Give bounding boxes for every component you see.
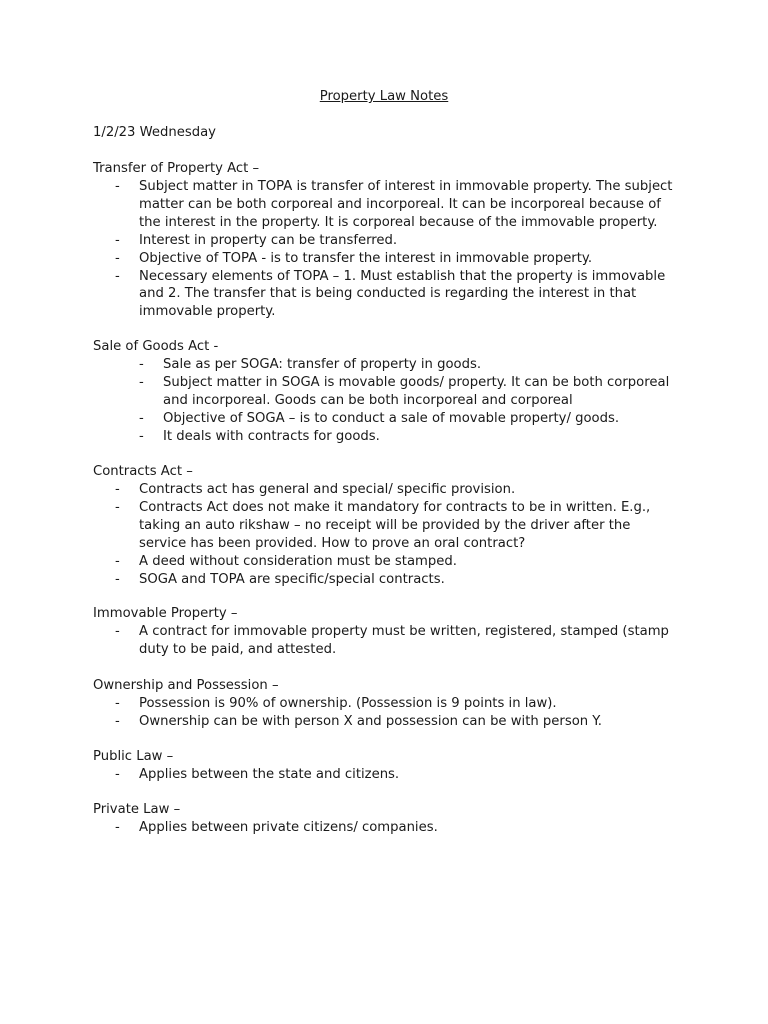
bullet-dash: - — [139, 357, 144, 372]
list-item — [93, 766, 673, 784]
bullet-dash: - — [115, 179, 120, 194]
section-contracts-act — [93, 463, 693, 588]
list-item-text: Subject matter in TOPA is transfer of interest in immovable property. The subject matter can be both corporeal and incorporeal. It can be incorporeal because of the interest in the property. It is corporeal because of the immovable property. — [139, 179, 673, 230]
bullet-dash: - — [115, 499, 120, 515]
bullet-dash: - — [115, 250, 120, 266]
list-item-text: Applies between the state and citizens. — [139, 767, 400, 782]
list-item-text: Subject matter in SOGA is movable goods/ property. It can be both corporeal and incorporeal. Goods can be both incorporeal and corporeal — [163, 374, 670, 408]
list-item — [93, 571, 673, 589]
list-item — [93, 178, 673, 232]
section-ownership-and-possession — [93, 677, 693, 731]
list-item — [93, 232, 673, 250]
list-item — [93, 695, 673, 713]
bullet-list — [93, 819, 693, 837]
bullet-dash: - — [115, 482, 120, 497]
list-item-text: Necessary elements of TOPA – 1. Must establish that the property is immovable and 2. The transfer that is being conducted is regarding the interest in that immovable property. — [139, 268, 666, 320]
bullet-dash: - — [139, 374, 144, 390]
list-item-text: It deals with contracts for goods. — [163, 428, 380, 444]
section-heading: Public Law – — [93, 749, 174, 764]
list-item-text: Interest in property can be transferred. — [139, 232, 398, 248]
bullet-list — [93, 481, 693, 588]
bullet-dash: - — [115, 713, 120, 729]
list-item-text: A contract for immovable property must be written, registered, stamped (stamp duty to be paid, and attested. — [139, 624, 669, 657]
list-item-text: A deed without consideration must be stamped. — [139, 553, 457, 569]
section-heading: Sale of Goods Act - — [93, 339, 219, 354]
list-item — [93, 410, 679, 428]
list-item-text: Objective of TOPA - is to transfer the interest in immovable property. — [139, 250, 593, 266]
list-item — [93, 374, 679, 410]
section-heading: Ownership and Possession – — [93, 678, 279, 693]
section-sale-of-goods-act — [93, 338, 693, 446]
bullet-dash: - — [115, 553, 120, 569]
list-item — [93, 713, 673, 731]
bullet-dash: - — [115, 624, 120, 639]
bullet-dash: - — [115, 232, 120, 248]
section-transfer-of-property-act — [93, 160, 693, 321]
list-item — [93, 819, 673, 837]
document-title: Property Law Notes — [319, 89, 449, 104]
section-heading: Private Law – — [93, 802, 181, 817]
bullet-list — [93, 623, 693, 659]
bullet-dash: - — [115, 268, 120, 284]
section-private-law — [93, 801, 693, 837]
bullet-dash: - — [115, 696, 120, 711]
bullet-dash: - — [139, 410, 144, 426]
list-item — [93, 499, 673, 553]
bullet-list — [93, 766, 693, 784]
section-heading: Immovable Property – — [93, 606, 238, 621]
section-public-law — [93, 748, 693, 784]
list-item-text: SOGA and TOPA are specific/special contracts. — [139, 571, 445, 587]
list-item — [93, 553, 673, 571]
bullet-dash: - — [115, 820, 120, 835]
section-heading: Transfer of Property Act – — [93, 161, 260, 176]
list-item — [93, 428, 679, 446]
list-item — [93, 250, 673, 268]
bullet-dash: - — [139, 428, 144, 444]
list-item-text: Ownership can be with person X and possession can be with person Y. — [139, 713, 602, 729]
list-item — [93, 268, 673, 322]
bullet-dash: - — [115, 767, 120, 782]
list-item-text: Sale as per SOGA: transfer of property in goods. — [163, 357, 482, 372]
bullet-list — [93, 695, 693, 731]
bullet-dash: - — [115, 571, 120, 587]
section-heading: Contracts Act – — [93, 464, 193, 479]
bullet-list — [93, 356, 693, 446]
bullet-list — [93, 178, 693, 321]
section-immovable-property — [93, 605, 693, 659]
list-item-text: Applies between private citizens/ companies. — [139, 820, 438, 835]
list-item — [93, 356, 679, 374]
list-item-text: Possession is 90% of ownership. (Possession is 9 points in law). — [139, 696, 557, 711]
list-item-text: Objective of SOGA – is to conduct a sale of movable property/ goods. — [163, 410, 620, 426]
list-item — [93, 481, 673, 499]
date-line: 1/2/23 Wednesday — [93, 125, 216, 140]
list-item-text: Contracts Act does not make it mandatory for contracts to be in written. E.g., taking an auto rikshaw – no receipt will be provided by the driver after the service has been provided. How to prove an oral contract? — [139, 499, 651, 551]
list-item-text: Contracts act has general and special/ specific provision. — [139, 482, 516, 497]
list-item — [93, 623, 673, 659]
